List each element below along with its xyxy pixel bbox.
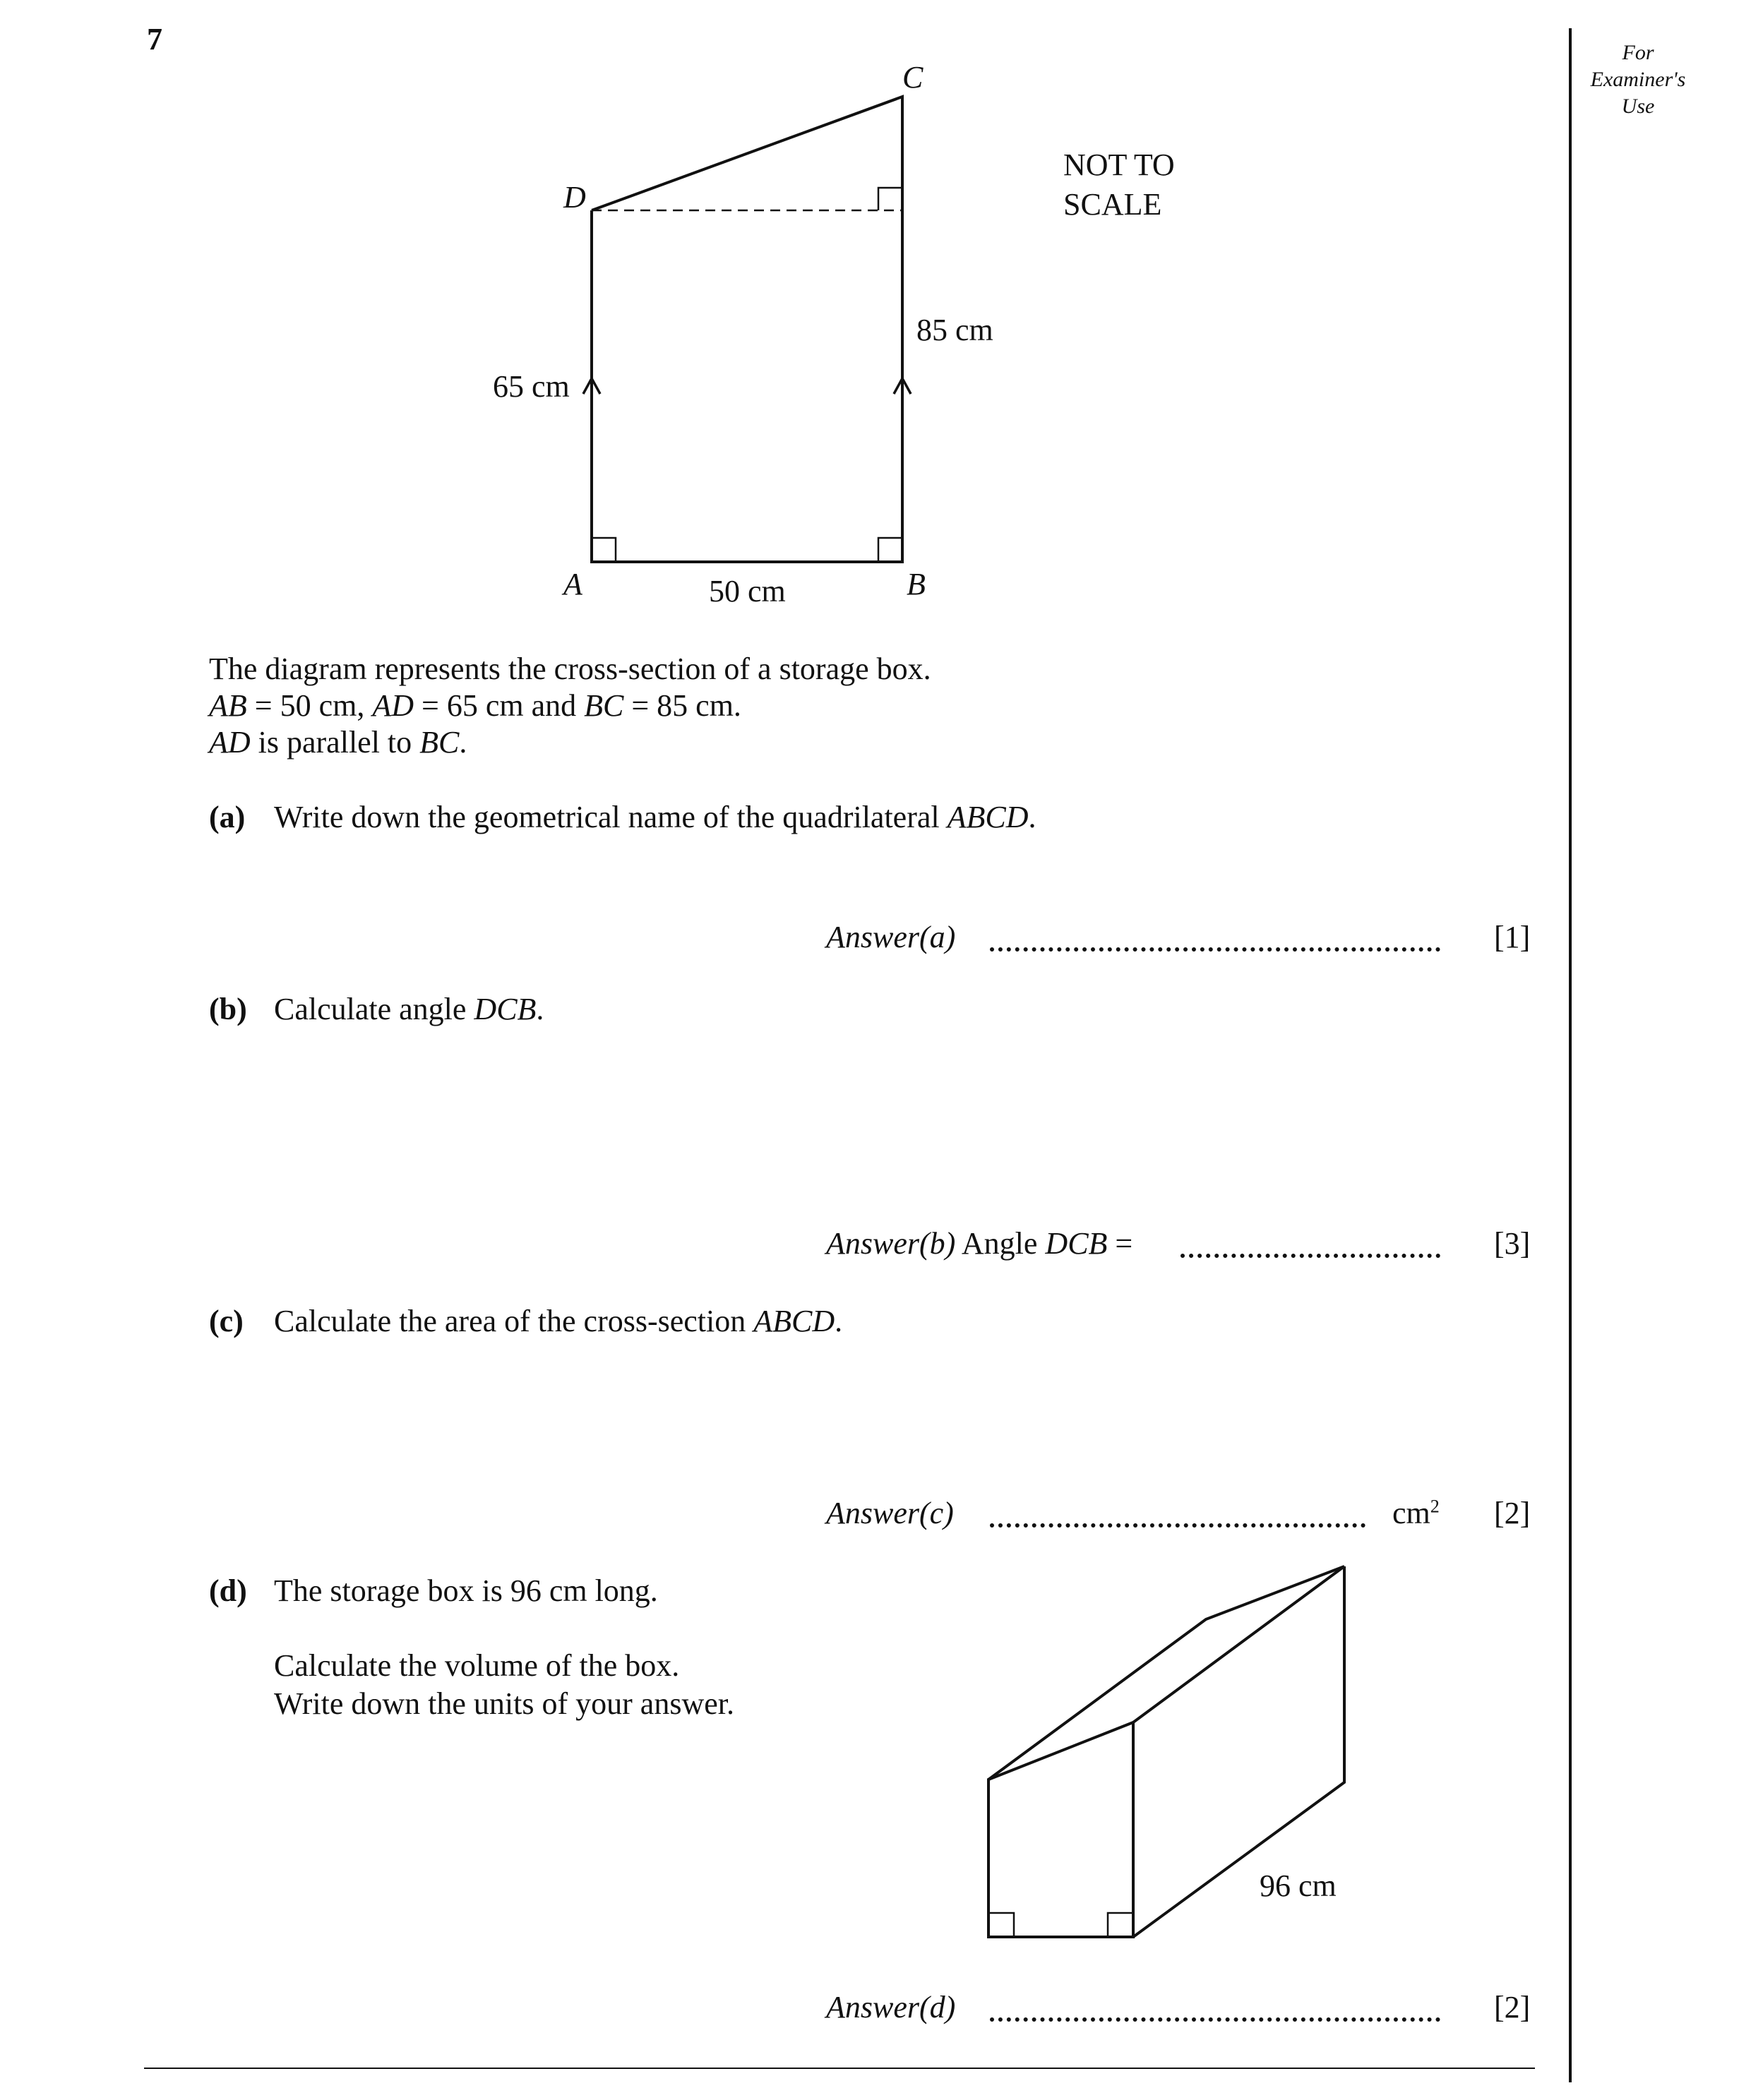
part-c-letter: (c) xyxy=(209,1304,244,1338)
part-c-text: Calculate the area of the cross-section xyxy=(274,1304,754,1338)
length-label-ab: 50 cm xyxy=(709,574,786,608)
answer-b-suffix: Angle xyxy=(955,1226,1046,1261)
part-a-italic: ABCD xyxy=(947,800,1029,834)
part-d-line-2: Calculate the volume of the box. xyxy=(274,1648,680,1683)
box-top-front-edge xyxy=(988,1566,1344,1780)
intro-line-2-text-1: = 50 cm, xyxy=(246,688,373,723)
question-part-b xyxy=(209,991,544,1027)
question-part-c xyxy=(209,1303,842,1339)
box-right-angle-right xyxy=(1108,1913,1133,1937)
part-d-text: The storage box is 96 cm long. xyxy=(274,1573,658,1608)
part-b-text: Calculate angle xyxy=(274,992,474,1026)
answer-b-label-group xyxy=(826,1225,1133,1261)
examiner-line-1: For xyxy=(1622,41,1654,64)
answer-b-label: Answer(b) xyxy=(826,1226,956,1261)
answer-d-line[interactable] xyxy=(990,2017,1440,2022)
examiner-line-3: Use xyxy=(1621,95,1655,118)
right-angle-marker-a xyxy=(592,538,616,562)
intro-line-1: The diagram represents the cross-section of a storage box. xyxy=(209,652,931,686)
segment-ab: AB xyxy=(209,688,247,723)
part-b-end: . xyxy=(536,992,544,1026)
intro-line-2-text-3: = 85 cm. xyxy=(623,688,741,723)
part-c-italic: ABCD xyxy=(753,1304,835,1338)
marks-b: [3] xyxy=(1494,1226,1531,1261)
vertex-label-b: B xyxy=(907,567,926,601)
right-angle-marker-c xyxy=(878,188,902,210)
part-d-line-3: Write down the units of your answer. xyxy=(274,1686,734,1721)
segment-bc-2: BC xyxy=(419,725,460,760)
answer-c-unit xyxy=(1392,1495,1440,1531)
answer-a-label: Answer(a) xyxy=(826,920,956,954)
box-length-label: 96 cm xyxy=(1260,1868,1337,1903)
answer-c-label: Answer(c) xyxy=(826,1496,954,1530)
marks-a: [1] xyxy=(1494,920,1531,954)
marks-c: [2] xyxy=(1494,1496,1531,1530)
length-label-bc: 85 cm xyxy=(916,313,993,347)
length-label-ad: 65 cm xyxy=(493,369,570,404)
part-b-italic: DCB xyxy=(474,992,537,1026)
part-a-letter: (a) xyxy=(209,800,246,834)
vertex-label-d: D xyxy=(563,180,586,215)
answer-c-line[interactable] xyxy=(990,1523,1365,1528)
question-part-a xyxy=(209,799,1036,835)
right-angle-marker-b xyxy=(878,538,902,562)
answer-b-line[interactable] xyxy=(1181,1254,1440,1258)
part-b-letter: (b) xyxy=(209,992,247,1026)
intro-line-3-text-2: . xyxy=(459,725,467,760)
segment-ad-2: AD xyxy=(209,725,251,760)
part-a-text: Write down the geometrical name of the quadrilateral xyxy=(274,800,948,834)
not-to-scale-line-2: SCALE xyxy=(1063,187,1162,222)
answer-a-line[interactable] xyxy=(990,947,1440,952)
not-to-scale-note xyxy=(1063,145,1175,224)
vertex-label-a: A xyxy=(563,567,582,601)
examiner-line-2: Examiner's xyxy=(1590,68,1686,91)
answer-c-unit-text: cm xyxy=(1392,1496,1430,1530)
answer-b-italic: DCB xyxy=(1045,1226,1108,1261)
part-d-letter: (d) xyxy=(209,1573,247,1608)
intro-line-2-text-2: = 65 cm and xyxy=(414,688,585,723)
answer-b-eq: = xyxy=(1107,1226,1133,1261)
segment-bc: BC xyxy=(584,688,624,723)
answer-d-label: Answer(d) xyxy=(826,1990,956,2024)
segment-ad: AD xyxy=(372,688,414,723)
intro-line-3-text-1: is parallel to xyxy=(250,725,420,760)
part-c-end: . xyxy=(835,1304,843,1338)
intro-line-2 xyxy=(209,688,741,724)
answer-c-unit-sup: 2 xyxy=(1430,1496,1440,1517)
box-top-ridge xyxy=(1133,1566,1344,1722)
box-right-angle-left xyxy=(988,1913,1014,1937)
question-part-d xyxy=(209,1573,658,1609)
vertex-label-c: C xyxy=(902,60,924,95)
question-number: 7 xyxy=(147,22,162,56)
marks-d: [2] xyxy=(1494,1990,1531,2024)
not-to-scale-line-1: NOT TO xyxy=(1063,148,1175,182)
part-a-end: . xyxy=(1028,800,1036,834)
intro-line-3 xyxy=(209,724,467,760)
shape-outline xyxy=(592,97,902,562)
box-front-face xyxy=(988,1722,1133,1937)
